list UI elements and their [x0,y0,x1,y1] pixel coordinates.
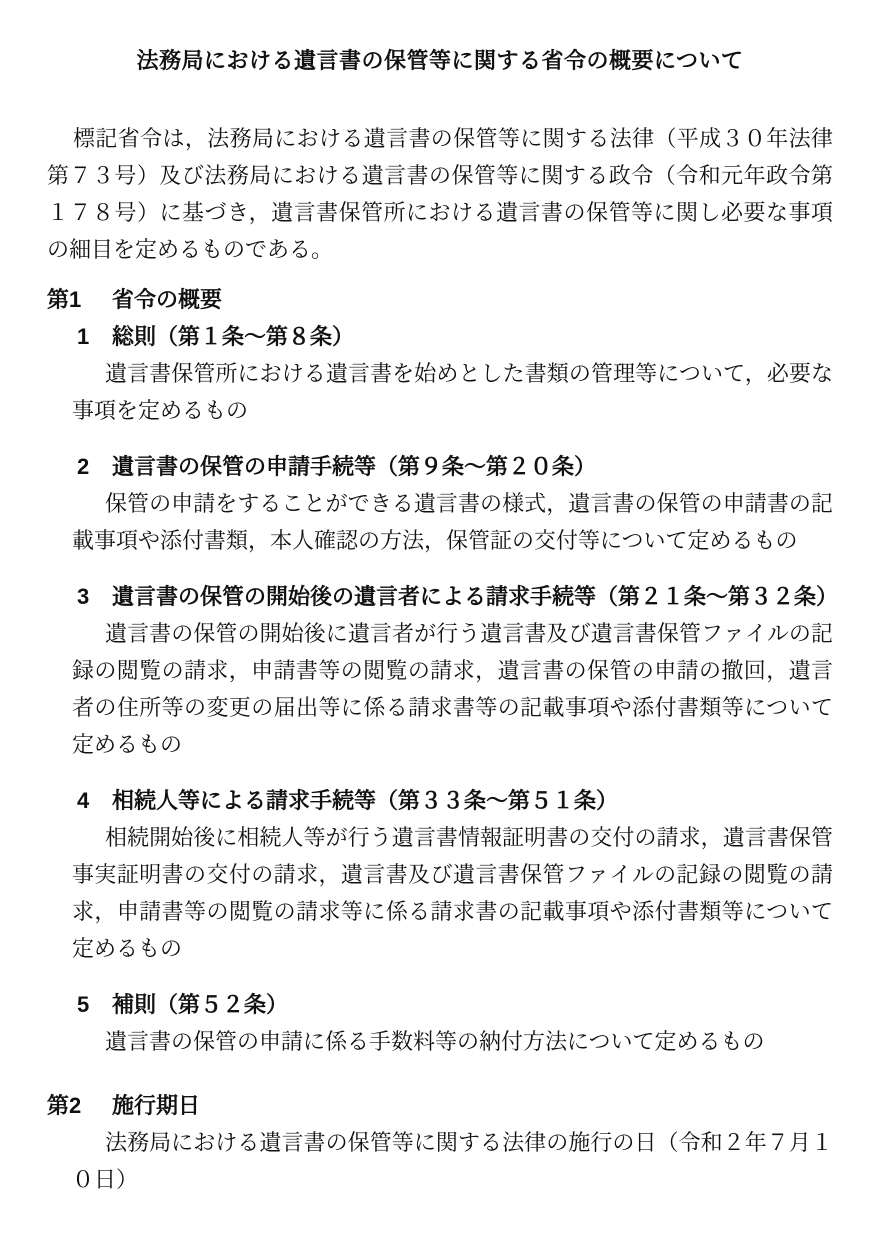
outline-item-5 [77,986,833,1060]
item-heading [77,448,833,485]
outline-item-2 [72,448,833,559]
section-label: 第1 [47,287,82,312]
item-body: 保管の申請をすることができる遺言書の様式，遺言書の保管の申請書の記載事項や添付書類，本人確認の方法，保管証の交付等について定めるもの [72,491,833,553]
section-body: 法務局における遺言書の保管等に関する法律の施行の日（令和２年７月１０日） [72,1130,833,1192]
section-heading [47,281,833,318]
item-body: 相続開始後に相続人等が行う遺言書情報証明書の交付の請求，遺言書保管事実証明書の交付の請求，遺言書及び遺言書保管ファイルの記録の閲覧の請求，申請書等の閲覧の請求等に係る請求書の記載事項や添付書類等について定めるもの [72,825,834,961]
item-heading [77,318,833,355]
section-heading-text: 施行期日 [112,1093,201,1118]
item-number: 5 [77,992,90,1017]
item-heading [77,578,839,615]
outline-item-1 [72,318,833,429]
item-heading [77,986,833,1023]
section-overview [47,281,839,1060]
item-number: 4 [77,788,90,813]
item-body: 遺言書の保管の申請に係る手数料等の納付方法について定めるもの [105,1029,765,1054]
item-heading-text: 相続人等による請求手続等（第３３条～第５１条） [112,788,619,813]
item-heading [77,782,833,819]
item-number: 3 [77,584,90,609]
section-label: 第2 [47,1093,82,1118]
page-title: 法務局における遺言書の保管等に関する省令の概要について [136,48,744,73]
section-heading-text: 省令の概要 [112,287,223,312]
section-enforcement-date [47,1087,833,1198]
item-heading-text: 遺言書の保管の申請手続等（第９条～第２０条） [112,454,597,479]
outline-item-4 [72,782,834,967]
intro-paragraph: 標記省令は，法務局における遺言書の保管等に関する法律（平成３０年法律第７３号）及び法務局における遺言書の保管等に関する政令（令和元年政令第１７８号）に基づき，遺言書保管所における遺言書の保管等に関し必要な事項の細目を定めるものである。 [47,126,833,262]
item-body: 遺言書の保管の開始後に遺言者が行う遺言書及び遺言書保管ファイルの記録の閲覧の請求，申請書等の閲覧の請求，遺言書の保管の申請の撤回，遺言者の住所等の変更の届出等に係る請求書等の記載事項や添付書類等について定めるもの [72,621,834,757]
outline-item-3 [72,578,839,763]
item-heading-text: 総則（第１条～第８条） [112,324,355,349]
item-body: 遺言書保管所における遺言書を始めとした書類の管理等について，必要な事項を定めるもの [72,361,833,423]
item-heading-text: 遺言書の保管の開始後の遺言者による請求手続等（第２１条～第３２条） [112,584,839,609]
item-number: 2 [77,454,90,479]
item-heading-text: 補則（第５２条） [112,992,289,1017]
section-heading [47,1087,833,1124]
item-number: 1 [77,324,90,349]
